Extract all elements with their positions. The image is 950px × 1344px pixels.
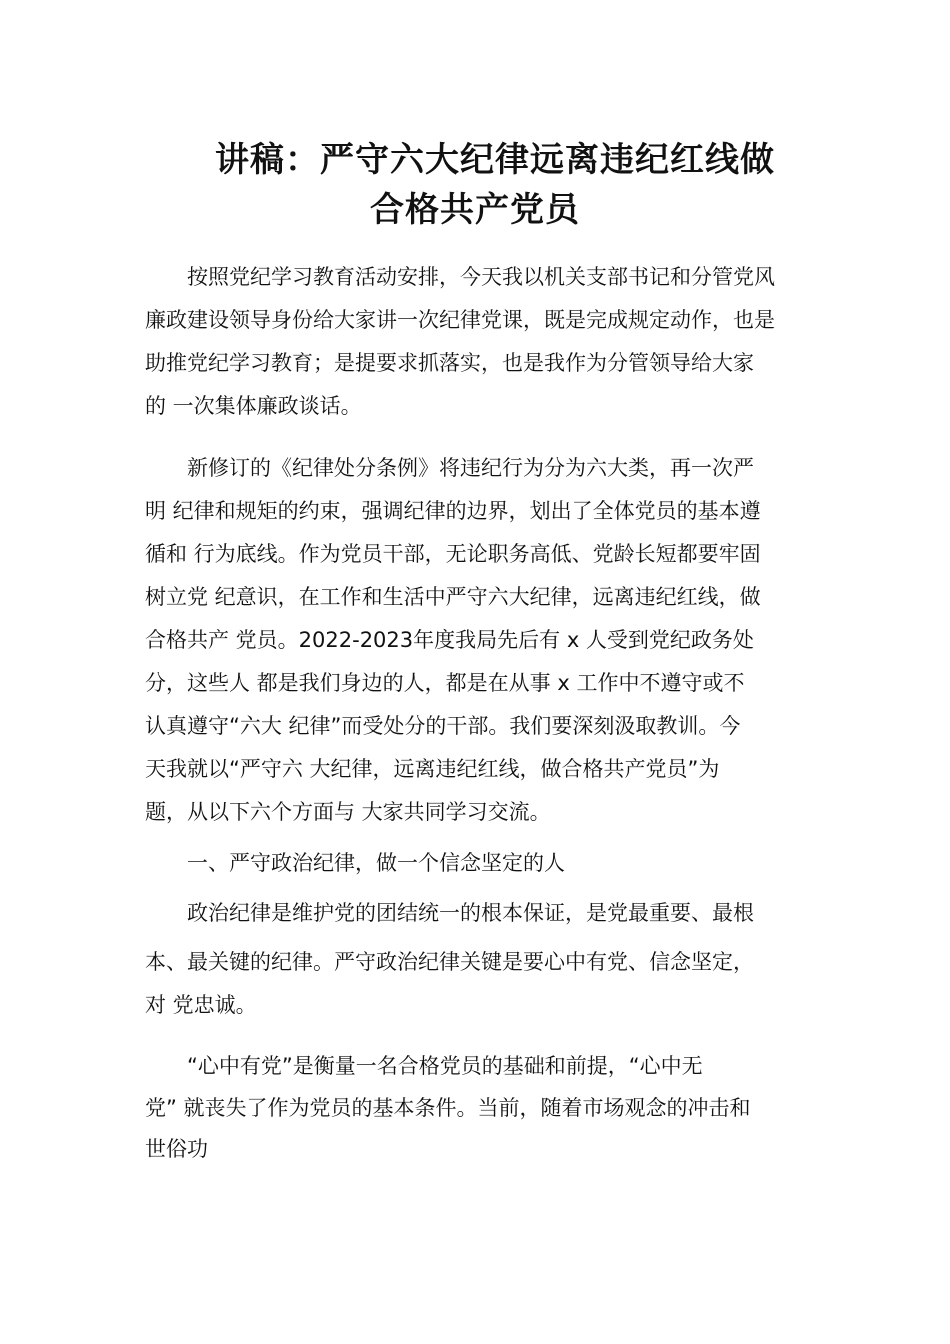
paragraph-2-line-1: 新修订的《纪律处分条例》将违纪行为分为六大类，再一次严 [187,456,754,480]
paragraph-4-line-1: “心中有党”是衡量一名合格党员的基础和前提，“心中无 [187,1054,703,1078]
paragraph-1-line-2: 廉政建设领导身份给大家讲一次纪律党课，既是完成规定动作，也是 [145,308,775,332]
paragraph-2-line-8: 天我就以“严守六 大纪律，远离违纪红线，做合格共产党员”为 [145,757,720,781]
paragraph-3-line-1: 政治纪律是维护党的团结统一的根本保证，是党最重要、最根 [187,901,754,925]
paragraph-1-line-1: 按照党纪学习教育活动安排，今天我以机关支部书记和分管党风 [187,265,775,289]
paragraph-3-line-2: 本、最关键的纪律。严守政治纪律关键是要心中有党、信念坚定， [145,950,754,974]
paragraph-2-line-6: 分，这些人 都是我们身边的人，都是在从事 x 工作中不遵守或不 [145,671,745,695]
paragraph-3-line-3: 对 党忠诚。 [145,993,257,1017]
paragraph-1-line-3: 助推党纪学习教育；是提要求抓落实，也是我作为分管领导给大家 [145,351,754,375]
paragraph-2-line-5: 合格共产 党员。2022-2023年度我局先后有 x 人受到党纪政务处 [145,628,754,652]
section-heading-1: 一、严守政治纪律，做一个信念坚定的人 [187,851,565,875]
document-title-line-2: 合格共产党员 [370,190,580,230]
paragraph-2-line-9: 题，从以下六个方面与 大家共同学习交流。 [145,800,551,824]
paragraph-2-line-7: 认真遵守“六大 纪律”而受处分的干部。我们要深刻汲取教训。今 [145,714,741,738]
document-title-line-1: 讲稿：严守六大纪律远离违纪红线做 [215,140,775,180]
paragraph-2-line-2: 明 纪律和规矩的约束，强调纪律的边界，划出了全体党员的基本遵 [145,499,761,523]
paragraph-4-line-3: 世俗功 [145,1137,208,1161]
paragraph-2-line-4: 树立党 纪意识，在工作和生活中严守六大纪律，远离违纪红线，做 [145,585,761,609]
paragraph-1-line-4: 的 一次集体廉政谈话。 [145,394,362,418]
paragraph-2-line-3: 循和 行为底线。作为党员干部，无论职务高低、党龄长短都要牢固 [145,542,761,566]
paragraph-4-line-2: 党” 就丧失了作为党员的基本条件。当前，随着市场观念的冲击和 [145,1096,751,1120]
